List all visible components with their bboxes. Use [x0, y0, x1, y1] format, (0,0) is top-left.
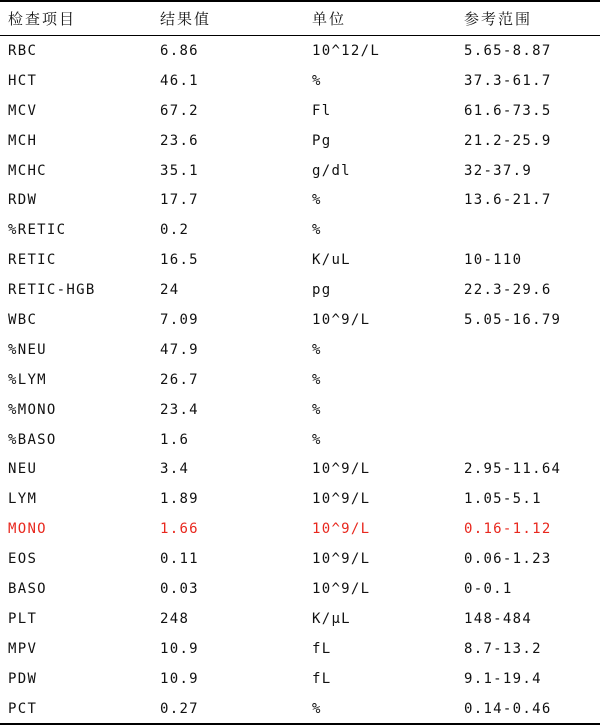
cell-unit: 10^9/L	[312, 491, 371, 508]
cell-item: HCT	[8, 72, 38, 89]
cell-result: 46.1	[160, 72, 199, 89]
table-row	[0, 215, 600, 245]
cell-unit: %	[312, 341, 322, 358]
cell-unit: %	[312, 222, 322, 239]
table-row	[0, 664, 600, 694]
cell-range: 21.2-25.9	[464, 132, 552, 149]
cell-range: 8.7-13.2	[464, 640, 542, 657]
cell-unit: %	[312, 72, 322, 89]
cell-unit: %	[312, 192, 322, 209]
cell-result: 6.86	[160, 42, 199, 59]
cell-result: 0.11	[160, 551, 199, 568]
cell-result: 24	[160, 282, 180, 299]
header-range: 参考范围	[456, 1, 600, 36]
table-header	[0, 1, 600, 36]
table-row	[0, 245, 600, 275]
cell-unit: 10^9/L	[312, 521, 371, 538]
cell-range: 0.14-0.46	[456, 694, 600, 725]
cell-unit: pg	[312, 282, 332, 299]
cell-range: 10-110	[464, 252, 523, 269]
cell-result: 1.89	[160, 491, 199, 508]
table-row	[0, 126, 600, 156]
cell-result: 23.4	[160, 401, 199, 418]
cell-result: 7.09	[160, 311, 199, 328]
table-row	[0, 275, 600, 305]
table-row	[0, 484, 600, 514]
cell-range: 61.6-73.5	[464, 102, 552, 119]
cell-range: 22.3-29.6	[464, 282, 552, 299]
cell-unit: %	[304, 694, 456, 725]
cell-result: 1.6	[160, 431, 190, 448]
cell-result: 0.2	[160, 222, 190, 239]
cell-result: 1.66	[160, 521, 199, 538]
cell-range: 0.06-1.23	[464, 551, 552, 568]
header-result: 结果值	[152, 1, 304, 36]
header-row	[0, 1, 600, 36]
cell-range	[456, 425, 600, 455]
header-unit: 单位	[304, 1, 456, 36]
cell-result: 16.5	[160, 252, 199, 269]
cell-item: MCH	[8, 132, 38, 149]
cell-item: %MONO	[8, 401, 57, 418]
cell-item: %LYM	[8, 371, 47, 388]
cell-unit: 10^9/L	[312, 461, 371, 478]
cell-range	[456, 215, 600, 245]
header-item: 检查项目	[0, 1, 152, 36]
cell-item: MCV	[8, 102, 38, 119]
cell-item: MCHC	[8, 162, 47, 179]
cell-unit: K/μL	[312, 610, 351, 627]
table-row	[0, 604, 600, 634]
table-body	[0, 36, 600, 725]
table-row	[0, 425, 600, 455]
table-row	[0, 694, 600, 725]
cell-range: 32-37.9	[464, 162, 533, 179]
cell-item: PDW	[8, 670, 38, 687]
cell-result: 47.9	[160, 341, 199, 358]
cell-range: 2.95-11.64	[464, 461, 562, 478]
table-row	[0, 544, 600, 574]
table-row	[0, 574, 600, 604]
cell-result: 3.4	[160, 461, 190, 478]
cell-result: 35.1	[160, 162, 199, 179]
cell-item: PCT	[0, 694, 152, 725]
cell-result: 67.2	[160, 102, 199, 119]
cell-range	[456, 335, 600, 365]
cell-item: NEU	[8, 461, 38, 478]
table-row	[0, 365, 600, 395]
table-row	[0, 305, 600, 335]
cell-unit: %	[312, 401, 322, 418]
cell-item: %RETIC	[8, 222, 67, 239]
cell-range: 5.05-16.79	[464, 311, 562, 328]
cell-item: MPV	[8, 640, 38, 657]
cell-range: 37.3-61.7	[464, 72, 552, 89]
cell-result: 26.7	[160, 371, 199, 388]
cell-result: 0.27	[152, 694, 304, 725]
cell-unit: %	[312, 431, 322, 448]
cell-unit: fL	[312, 640, 332, 657]
cell-range: 148-484	[464, 610, 533, 627]
cell-item: WBC	[8, 311, 38, 328]
cell-result: 17.7	[160, 192, 199, 209]
cell-item: RDW	[8, 192, 38, 209]
cell-range: 0-0.1	[464, 580, 513, 597]
cell-item: %NEU	[8, 341, 47, 358]
cell-unit: fL	[312, 670, 332, 687]
cell-unit: 10^9/L	[312, 311, 371, 328]
cell-result: 10.9	[160, 670, 199, 687]
cell-item: BASO	[8, 580, 47, 597]
cell-unit: 10^9/L	[312, 580, 371, 597]
cell-item: RETIC-HGB	[8, 282, 96, 299]
cell-item: RBC	[8, 42, 38, 59]
cell-item: %BASO	[8, 431, 57, 448]
cell-item: EOS	[8, 551, 38, 568]
cell-range: 0.16-1.12	[464, 521, 552, 538]
cell-item: RETIC	[8, 252, 57, 269]
cell-result: 10.9	[160, 640, 199, 657]
cell-result: 23.6	[160, 132, 199, 149]
table-row	[0, 36, 600, 66]
table-row	[0, 96, 600, 126]
cell-range	[456, 365, 600, 395]
cell-unit: %	[312, 371, 322, 388]
cell-unit: 10^12/L	[312, 42, 381, 59]
table-row	[0, 66, 600, 96]
cell-unit: K/uL	[312, 252, 351, 269]
table-row	[0, 156, 600, 186]
cell-unit: Fl	[312, 102, 332, 119]
table-row	[0, 634, 600, 664]
cell-item: PLT	[8, 610, 38, 627]
cell-unit: Pg	[312, 132, 332, 149]
table-row	[0, 185, 600, 215]
cell-unit: 10^9/L	[312, 551, 371, 568]
cell-range: 5.65-8.87	[464, 42, 552, 59]
table-row	[0, 335, 600, 365]
cell-range: 9.1-19.4	[464, 670, 542, 687]
table-row	[0, 514, 600, 544]
cell-range	[456, 395, 600, 425]
table-row	[0, 395, 600, 425]
cell-result: 248	[160, 610, 190, 627]
cell-result: 0.03	[160, 580, 199, 597]
cell-item: LYM	[8, 491, 38, 508]
cell-range: 13.6-21.7	[464, 192, 552, 209]
cell-range: 1.05-5.1	[464, 491, 542, 508]
table-row	[0, 454, 600, 484]
cell-unit: g/dl	[312, 162, 351, 179]
cell-item: MONO	[8, 521, 47, 538]
